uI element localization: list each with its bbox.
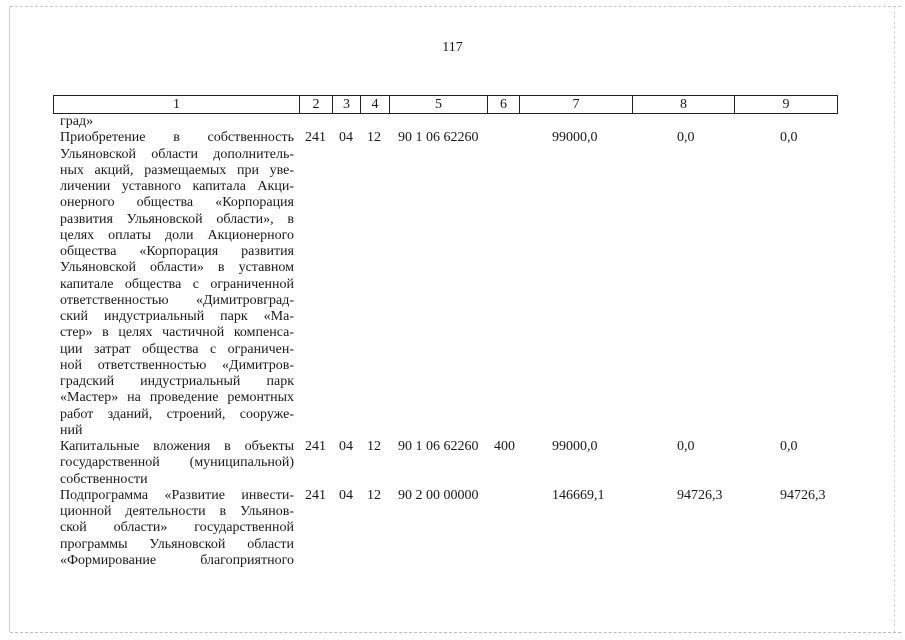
continuation-line (60, 114, 840, 130)
cell-column-5: 90 2 00 00000 (398, 487, 479, 503)
cell-column-8: 0,0 (677, 439, 695, 454)
column-header-8: 8 (633, 96, 735, 114)
cell-column-4: 12 (367, 487, 381, 503)
cell-column-6: 400 (494, 439, 515, 454)
page-number: 117 (442, 40, 463, 55)
column-header-7: 7 (520, 96, 633, 114)
page-frame-bottom (10, 632, 901, 633)
description-line: ционной деятельности в Ульянов- (60, 504, 294, 519)
row-description (60, 488, 294, 569)
page-frame-top (10, 6, 901, 7)
column-header-1: 1 (54, 96, 300, 114)
column-header-3: 3 (333, 96, 361, 114)
column-header-2: 2 (300, 96, 333, 114)
table-row (60, 439, 840, 488)
column-header-5: 5 (390, 96, 488, 114)
budget-table-body (60, 114, 840, 569)
description-line: собственности (60, 471, 148, 487)
cell-column-2: 241 (305, 130, 326, 146)
continuation-text: град» (60, 114, 94, 129)
description-line: ский индустриальный парк «Ма- (60, 309, 294, 324)
description-line: онерного общества «Корпорация (60, 195, 294, 211)
description-line: ной ответственностью «Димитров- (60, 357, 294, 373)
description-line: Капитальные вложения в объекты (60, 439, 294, 454)
cell-column-9: 0,0 (780, 130, 798, 146)
description-line: ции затрат общества с ограничен- (60, 341, 294, 357)
description-line: работ зданий, строений, сооруже- (60, 406, 294, 422)
description-line: ской области» государственной (60, 520, 294, 536)
cell-column-9: 0,0 (780, 439, 798, 454)
description-line: «Мастер» на проведение ремонтных (60, 390, 294, 406)
description-line: программы Ульяновской области (60, 536, 294, 552)
table-rows (60, 130, 840, 569)
page-frame-left (9, 6, 10, 632)
description-line: Приобретение в собственность (60, 130, 294, 146)
cell-column-2: 241 (305, 439, 326, 454)
description-line: личении уставного капитала Акци- (60, 179, 294, 194)
description-line: Подпрограмма «Развитие инвести- (60, 487, 294, 503)
description-line: стер» в целях частичной компенса- (60, 325, 294, 341)
row-description (60, 439, 294, 488)
page-frame-right (894, 6, 895, 632)
cell-column-2: 241 (305, 487, 326, 503)
cell-column-7: 146669,1 (552, 487, 605, 503)
cell-column-5: 90 1 06 62260 (398, 130, 479, 146)
column-header-9: 9 (735, 96, 838, 114)
description-line: развития Ульяновской области», в (60, 211, 294, 227)
column-header-4: 4 (361, 96, 390, 114)
cell-column-3: 04 (339, 487, 353, 503)
description-line: ных акций, размещаемых при уве- (60, 162, 294, 178)
cell-column-9: 94726,3 (780, 487, 826, 503)
description-line: капитале общества с ограниченной (60, 276, 294, 292)
description-line: общества «Корпорация развития (60, 244, 294, 259)
description-line: градский индустриальный парк (60, 374, 294, 389)
cell-column-3: 04 (339, 439, 353, 454)
description-line: государственной (муниципальной) (60, 455, 294, 471)
cell-column-5: 90 1 06 62260 (398, 439, 479, 454)
cell-column-8: 94726,3 (677, 487, 723, 503)
column-number-header (53, 95, 838, 114)
cell-column-8: 0,0 (677, 130, 695, 146)
description-line: Ульяновской области дополнитель- (60, 146, 294, 162)
row-description (60, 130, 294, 439)
cell-column-7: 99000,0 (552, 439, 598, 454)
column-header-6: 6 (488, 96, 520, 114)
cell-column-7: 99000,0 (552, 130, 598, 146)
cell-column-4: 12 (367, 439, 381, 454)
table-row (60, 488, 840, 569)
description-line: Ульяновской области» в уставном (60, 260, 294, 276)
description-line: ний (60, 422, 83, 438)
cell-column-4: 12 (367, 130, 381, 146)
description-line: «Формирование благоприятного (60, 552, 294, 568)
description-line: целях оплаты доли Акционерного (60, 227, 294, 243)
table-row (60, 130, 840, 439)
cell-column-3: 04 (339, 130, 353, 146)
description-line: ответственностью «Димитровград- (60, 292, 294, 308)
